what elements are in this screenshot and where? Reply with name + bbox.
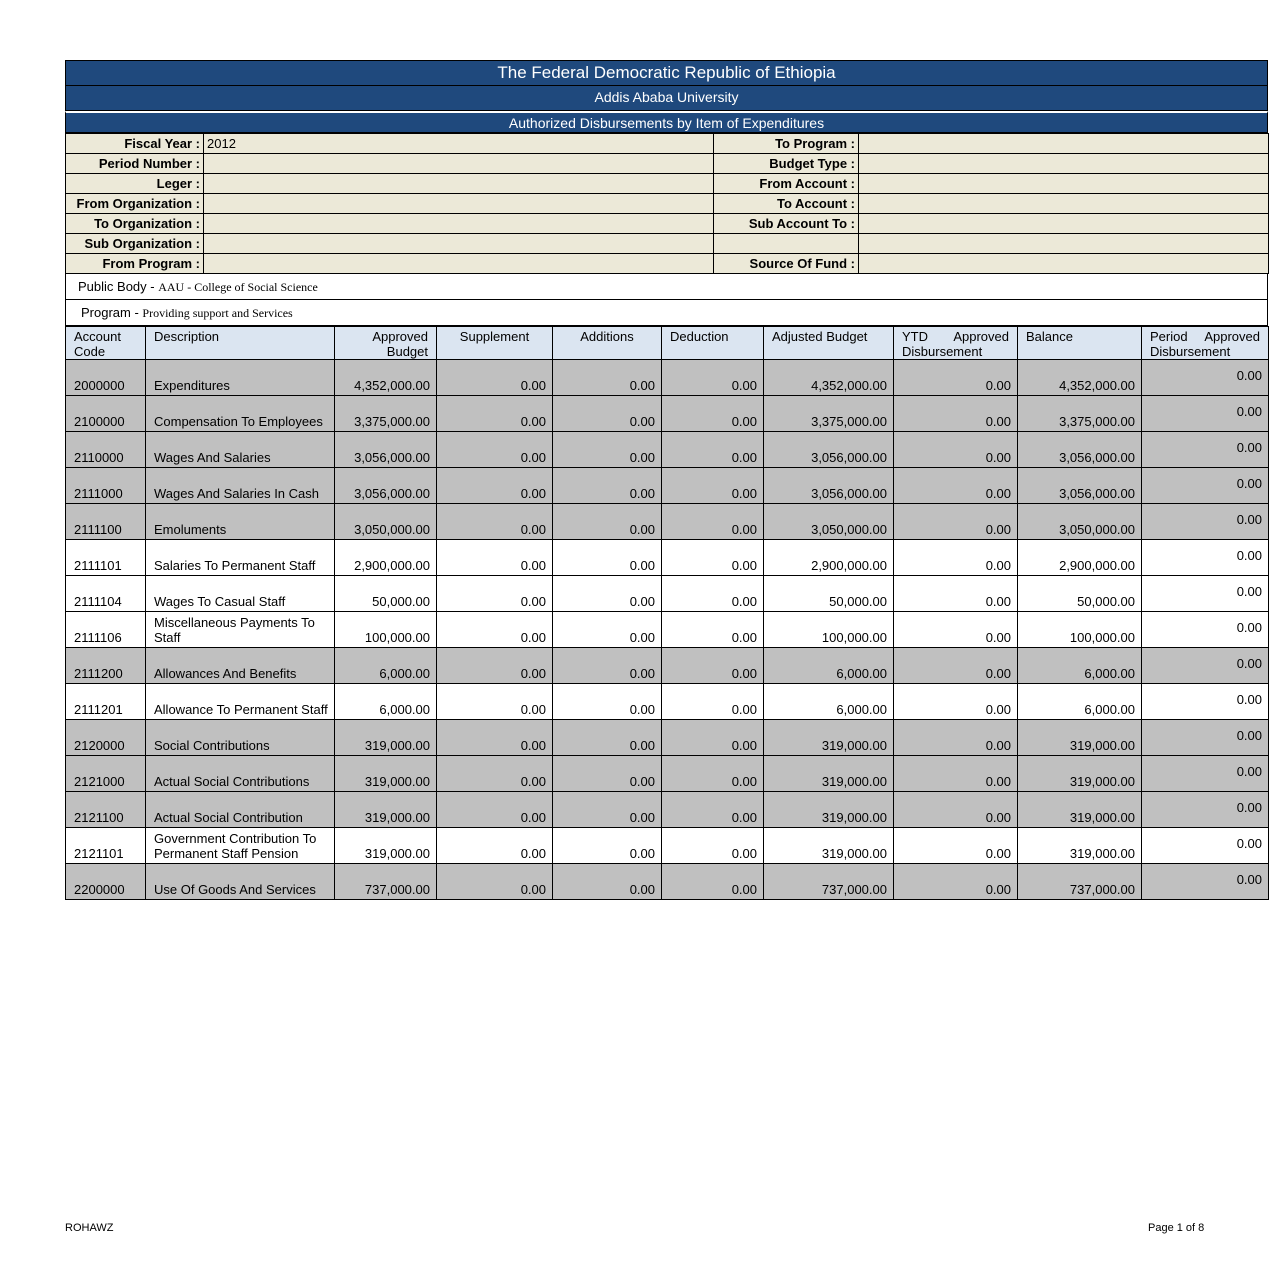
cell-supplement: 0.00: [437, 684, 553, 720]
cell-adjusted-budget: 6,000.00: [764, 684, 894, 720]
cell-balance: 737,000.00: [1018, 864, 1142, 900]
cell-period-approved: 0.00: [1142, 792, 1269, 828]
source-of-fund-value: [859, 254, 1269, 274]
header-supplement: Supplement: [437, 327, 553, 360]
cell-account-code: 2111201: [66, 684, 146, 720]
cell-deduction: 0.00: [662, 828, 764, 864]
cell-approved-budget: 3,056,000.00: [335, 432, 437, 468]
cell-description: Wages To Casual Staff: [146, 576, 335, 612]
period-number-value: [204, 154, 714, 174]
cell-additions: 0.00: [553, 504, 662, 540]
program-value: Providing support and Services: [142, 306, 293, 320]
to-account-label: To Account :: [714, 194, 859, 214]
to-organization-value: [204, 214, 714, 234]
cell-additions: 0.00: [553, 468, 662, 504]
cell-description: Allowances And Benefits: [146, 648, 335, 684]
cell-adjusted-budget: 3,375,000.00: [764, 396, 894, 432]
cell-additions: 0.00: [553, 756, 662, 792]
cell-account-code: 2111100: [66, 504, 146, 540]
table-row: [66, 504, 1269, 540]
cell-account-code: 2100000: [66, 396, 146, 432]
fiscal-year-value: 2012: [204, 134, 714, 154]
cell-approved-budget: 50,000.00: [335, 576, 437, 612]
table-row: [66, 792, 1269, 828]
cell-additions: 0.00: [553, 432, 662, 468]
cell-supplement: 0.00: [437, 648, 553, 684]
cell-supplement: 0.00: [437, 756, 553, 792]
program-row: [65, 300, 1268, 326]
cell-deduction: 0.00: [662, 648, 764, 684]
cell-ytd-approved: 0.00: [894, 468, 1018, 504]
cell-period-approved: 0.00: [1142, 360, 1269, 396]
cell-additions: 0.00: [553, 864, 662, 900]
cell-approved-budget: 100,000.00: [335, 612, 437, 648]
header-approved-budget: Approved Budget: [335, 327, 437, 360]
cell-additions: 0.00: [553, 684, 662, 720]
cell-balance: 2,900,000.00: [1018, 540, 1142, 576]
cell-supplement: 0.00: [437, 360, 553, 396]
cell-additions: 0.00: [553, 648, 662, 684]
cell-supplement: 0.00: [437, 792, 553, 828]
cell-adjusted-budget: 2,900,000.00: [764, 540, 894, 576]
cell-adjusted-budget: 100,000.00: [764, 612, 894, 648]
cell-supplement: 0.00: [437, 396, 553, 432]
cell-period-approved: 0.00: [1142, 540, 1269, 576]
table-row: [66, 468, 1269, 504]
cell-account-code: 2000000: [66, 360, 146, 396]
to-program-label: To Program :: [714, 134, 859, 154]
cell-balance: 319,000.00: [1018, 720, 1142, 756]
cell-account-code: 2111000: [66, 468, 146, 504]
sub-organization-label: Sub Organization :: [66, 234, 204, 254]
cell-approved-budget: 6,000.00: [335, 684, 437, 720]
cell-account-code: 2120000: [66, 720, 146, 756]
report: [65, 60, 1268, 900]
budget-type-value: [859, 154, 1269, 174]
header-description: Description: [146, 327, 335, 360]
cell-additions: 0.00: [553, 576, 662, 612]
cell-deduction: 0.00: [662, 432, 764, 468]
cell-period-approved: 0.00: [1142, 684, 1269, 720]
table-row: [66, 360, 1269, 396]
cell-ytd-approved: 0.00: [894, 612, 1018, 648]
expenditure-table: [65, 326, 1269, 900]
table-row: [66, 864, 1269, 900]
sub-account-to-value: [859, 214, 1269, 234]
cell-supplement: 0.00: [437, 864, 553, 900]
cell-adjusted-budget: 319,000.00: [764, 756, 894, 792]
cell-description: Compensation To Employees: [146, 396, 335, 432]
cell-description: Actual Social Contributions: [146, 756, 335, 792]
cell-account-code: 2111104: [66, 576, 146, 612]
cell-adjusted-budget: 319,000.00: [764, 828, 894, 864]
cell-deduction: 0.00: [662, 756, 764, 792]
report-title: The Federal Democratic Republic of Ethiopia: [65, 60, 1268, 86]
cell-additions: 0.00: [553, 828, 662, 864]
cell-adjusted-budget: 4,352,000.00: [764, 360, 894, 396]
header-period-approved: Period Approved Disbursement: [1142, 327, 1269, 360]
cell-balance: 319,000.00: [1018, 828, 1142, 864]
cell-approved-budget: 6,000.00: [335, 648, 437, 684]
cell-ytd-approved: 0.00: [894, 432, 1018, 468]
cell-period-approved: 0.00: [1142, 612, 1269, 648]
cell-balance: 3,056,000.00: [1018, 468, 1142, 504]
sub-account-to-label: Sub Account To :: [714, 214, 859, 234]
cell-supplement: 0.00: [437, 468, 553, 504]
public-body-label: Public Body -: [78, 279, 159, 294]
cell-adjusted-budget: 319,000.00: [764, 792, 894, 828]
cell-adjusted-budget: 50,000.00: [764, 576, 894, 612]
cell-approved-budget: 4,352,000.00: [335, 360, 437, 396]
cell-account-code: 2121101: [66, 828, 146, 864]
cell-ytd-approved: 0.00: [894, 648, 1018, 684]
cell-deduction: 0.00: [662, 504, 764, 540]
cell-ytd-approved: 0.00: [894, 756, 1018, 792]
table-row: [66, 612, 1269, 648]
cell-description: Use Of Goods And Services: [146, 864, 335, 900]
cell-ytd-approved: 0.00: [894, 828, 1018, 864]
cell-description: Government Contribution To Permanent Staff Pension: [146, 828, 335, 864]
public-body-value: AAU - College of Social Science: [158, 280, 318, 294]
source-of-fund-label: Source Of Fund :: [714, 254, 859, 274]
cell-deduction: 0.00: [662, 720, 764, 756]
cell-balance: 3,050,000.00: [1018, 504, 1142, 540]
sub-organization-value: [204, 234, 714, 254]
from-program-value: [204, 254, 714, 274]
table-row: [66, 756, 1269, 792]
cell-additions: 0.00: [553, 396, 662, 432]
cell-balance: 6,000.00: [1018, 648, 1142, 684]
cell-period-approved: 0.00: [1142, 720, 1269, 756]
empty-value-cell: [859, 234, 1269, 254]
cell-balance: 319,000.00: [1018, 792, 1142, 828]
cell-period-approved: 0.00: [1142, 756, 1269, 792]
cell-deduction: 0.00: [662, 612, 764, 648]
to-account-value: [859, 194, 1269, 214]
cell-period-approved: 0.00: [1142, 432, 1269, 468]
report-name: Authorized Disbursements by Item of Expenditures: [65, 111, 1268, 133]
cell-deduction: 0.00: [662, 360, 764, 396]
cell-ytd-approved: 0.00: [894, 576, 1018, 612]
cell-period-approved: 0.00: [1142, 648, 1269, 684]
cell-description: Actual Social Contribution: [146, 792, 335, 828]
table-row: [66, 684, 1269, 720]
header-additions: Additions: [553, 327, 662, 360]
cell-additions: 0.00: [553, 360, 662, 396]
cell-description: Emoluments: [146, 504, 335, 540]
cell-adjusted-budget: 3,056,000.00: [764, 432, 894, 468]
fiscal-year-label: Fiscal Year :: [66, 134, 204, 154]
cell-supplement: 0.00: [437, 612, 553, 648]
cell-adjusted-budget: 737,000.00: [764, 864, 894, 900]
from-program-label: From Program :: [66, 254, 204, 274]
cell-period-approved: 0.00: [1142, 576, 1269, 612]
cell-deduction: 0.00: [662, 396, 764, 432]
header-adjusted-budget: Adjusted Budget: [764, 327, 894, 360]
cell-balance: 100,000.00: [1018, 612, 1142, 648]
budget-type-label: Budget Type :: [714, 154, 859, 174]
header-balance: Balance: [1018, 327, 1142, 360]
cell-additions: 0.00: [553, 540, 662, 576]
cell-approved-budget: 319,000.00: [335, 756, 437, 792]
cell-balance: 3,056,000.00: [1018, 432, 1142, 468]
public-body-row: [65, 274, 1268, 300]
cell-account-code: 2111200: [66, 648, 146, 684]
cell-balance: 4,352,000.00: [1018, 360, 1142, 396]
cell-additions: 0.00: [553, 720, 662, 756]
cell-supplement: 0.00: [437, 720, 553, 756]
cell-adjusted-budget: 3,056,000.00: [764, 468, 894, 504]
cell-additions: 0.00: [553, 792, 662, 828]
cell-supplement: 0.00: [437, 576, 553, 612]
cell-account-code: 2121000: [66, 756, 146, 792]
period-number-label: Period Number :: [66, 154, 204, 174]
table-row: [66, 576, 1269, 612]
cell-description: Social Contributions: [146, 720, 335, 756]
page-number: Page 1 of 8: [1148, 1222, 1205, 1234]
table-row: [66, 432, 1269, 468]
table-row: [66, 720, 1269, 756]
footer-user: ROHAWZ: [65, 1222, 114, 1234]
cell-supplement: 0.00: [437, 504, 553, 540]
cell-period-approved: 0.00: [1142, 828, 1269, 864]
cell-account-code: 2121100: [66, 792, 146, 828]
cell-supplement: 0.00: [437, 540, 553, 576]
header-ytd-approved: YTD Approved Disbursement: [894, 327, 1018, 360]
cell-ytd-approved: 0.00: [894, 792, 1018, 828]
cell-deduction: 0.00: [662, 864, 764, 900]
to-program-value: [859, 134, 1269, 154]
from-account-label: From Account :: [714, 174, 859, 194]
table-row: [66, 540, 1269, 576]
cell-ytd-approved: 0.00: [894, 540, 1018, 576]
table-row: [66, 396, 1269, 432]
cell-ytd-approved: 0.00: [894, 396, 1018, 432]
cell-supplement: 0.00: [437, 828, 553, 864]
cell-description: Expenditures: [146, 360, 335, 396]
table-row: [66, 648, 1269, 684]
cell-balance: 3,375,000.00: [1018, 396, 1142, 432]
cell-deduction: 0.00: [662, 540, 764, 576]
cell-ytd-approved: 0.00: [894, 360, 1018, 396]
header-account-code: Account Code: [66, 327, 146, 360]
cell-approved-budget: 2,900,000.00: [335, 540, 437, 576]
cell-balance: 50,000.00: [1018, 576, 1142, 612]
cell-balance: 6,000.00: [1018, 684, 1142, 720]
cell-account-code: 2111106: [66, 612, 146, 648]
cell-approved-budget: 3,056,000.00: [335, 468, 437, 504]
cell-deduction: 0.00: [662, 468, 764, 504]
cell-period-approved: 0.00: [1142, 468, 1269, 504]
program-label: Program -: [81, 305, 143, 320]
cell-approved-budget: 737,000.00: [335, 864, 437, 900]
cell-deduction: 0.00: [662, 792, 764, 828]
cell-supplement: 0.00: [437, 432, 553, 468]
cell-description: Miscellaneous Payments To Staff: [146, 612, 335, 648]
cell-period-approved: 0.00: [1142, 396, 1269, 432]
report-subtitle: Addis Ababa University: [65, 86, 1268, 111]
cell-ytd-approved: 0.00: [894, 720, 1018, 756]
cell-approved-budget: 319,000.00: [335, 792, 437, 828]
cell-approved-budget: 3,375,000.00: [335, 396, 437, 432]
cell-approved-budget: 319,000.00: [335, 828, 437, 864]
header-deduction: Deduction: [662, 327, 764, 360]
table-row: [66, 828, 1269, 864]
cell-description: Allowance To Permanent Staff: [146, 684, 335, 720]
leger-label: Leger :: [66, 174, 204, 194]
from-organization-label: From Organization :: [66, 194, 204, 214]
cell-approved-budget: 3,050,000.00: [335, 504, 437, 540]
to-organization-label: To Organization :: [66, 214, 204, 234]
cell-ytd-approved: 0.00: [894, 504, 1018, 540]
cell-account-code: 2111101: [66, 540, 146, 576]
cell-ytd-approved: 0.00: [894, 864, 1018, 900]
cell-account-code: 2110000: [66, 432, 146, 468]
empty-label-cell: [714, 234, 859, 254]
cell-adjusted-budget: 3,050,000.00: [764, 504, 894, 540]
from-account-value: [859, 174, 1269, 194]
from-organization-value: [204, 194, 714, 214]
cell-ytd-approved: 0.00: [894, 684, 1018, 720]
cell-description: Salaries To Permanent Staff: [146, 540, 335, 576]
leger-value: [204, 174, 714, 194]
cell-description: Wages And Salaries: [146, 432, 335, 468]
cell-adjusted-budget: 319,000.00: [764, 720, 894, 756]
table-body: [66, 360, 1269, 900]
cell-adjusted-budget: 6,000.00: [764, 648, 894, 684]
cell-period-approved: 0.00: [1142, 504, 1269, 540]
cell-additions: 0.00: [553, 612, 662, 648]
cell-period-approved: 0.00: [1142, 864, 1269, 900]
cell-description: Wages And Salaries In Cash: [146, 468, 335, 504]
cell-balance: 319,000.00: [1018, 756, 1142, 792]
cell-deduction: 0.00: [662, 576, 764, 612]
cell-account-code: 2200000: [66, 864, 146, 900]
cell-approved-budget: 319,000.00: [335, 720, 437, 756]
cell-deduction: 0.00: [662, 684, 764, 720]
report-parameters: [65, 133, 1269, 274]
